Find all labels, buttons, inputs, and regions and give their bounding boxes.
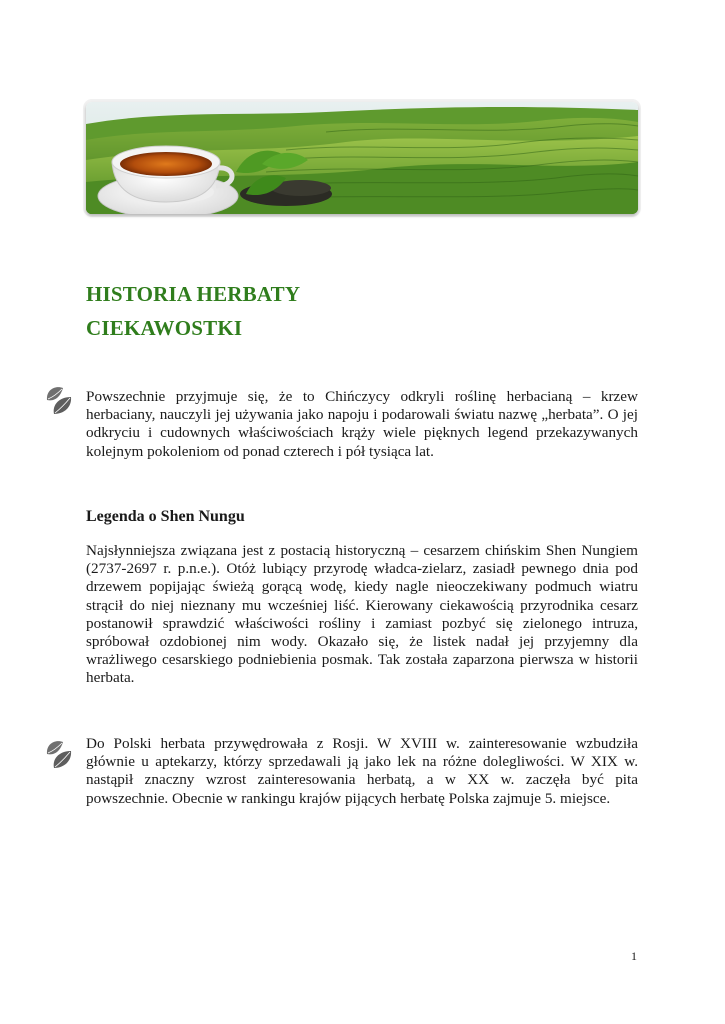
page-title: HISTORIA HERBATY xyxy=(86,282,301,306)
intro-paragraph: Powszechnie przyjmuje się, że to Chińczycy odkryli roślinę herbacianą – krzew herbaciany, nauczyli jej używania jako napoju i podarowali światu nazwę „herbata”. O jej odkryciu i cudownych właściwościach krąży wiele pięknych legend przekazywanych kolejnym pokoleniom od ponad czterech i pół tysiąca lat. xyxy=(86,388,638,460)
header-banner-image xyxy=(86,102,638,214)
tea-leaf-bullet-icon xyxy=(44,737,74,771)
poland-paragraph: Do Polski herbata przywędrowała z Rosji. W XVIII w. zainteresowanie wzbudziła głównie u aptekarzy, którzy sprzedawali ją jako lek na różne dolegliwości. W XIX w. nastąpił znaczny wzrost zainteresowania herbatą, a w XX w. zaczęła być pita powszechnie. Obecnie w rankingu krajów pijących herbatę Polska zajmuje 5. miejsce. xyxy=(86,735,638,807)
legend-heading: Legenda o Shen Nungu xyxy=(86,508,245,525)
page-number: 1 xyxy=(631,949,637,963)
legend-paragraph: Najsłynniejsza związana jest z postacią historyczną – cesarzem chińskim Shen Nungiem (2737-2697 r. p.n.e.). Otóż lubiący przyrodę władca-zielarz, zasiadł pewnego dnia pod drzewem popijając świeżą gorącą wodę, kiedy nagle nieoczekiwany podmuch wiatru strącił do niej nieznany mu wcześniej liść. Kierowany ciekawością przyrodnika cesarz postanowił sprawdzić właściwości rośliny i zamiast pozbyć się zielonego intruza, spróbował ozdobionej nim wody. Okazało się, że listek nadał jej przyjemny dla wrażliwego cesarskiego podniebienia posmak. Tak została zaparzona pierwsza w historii herbata. xyxy=(86,542,638,687)
page-subtitle: CIEKAWOSTKI xyxy=(86,316,243,340)
tea-leaf-bullet-icon xyxy=(44,383,74,417)
